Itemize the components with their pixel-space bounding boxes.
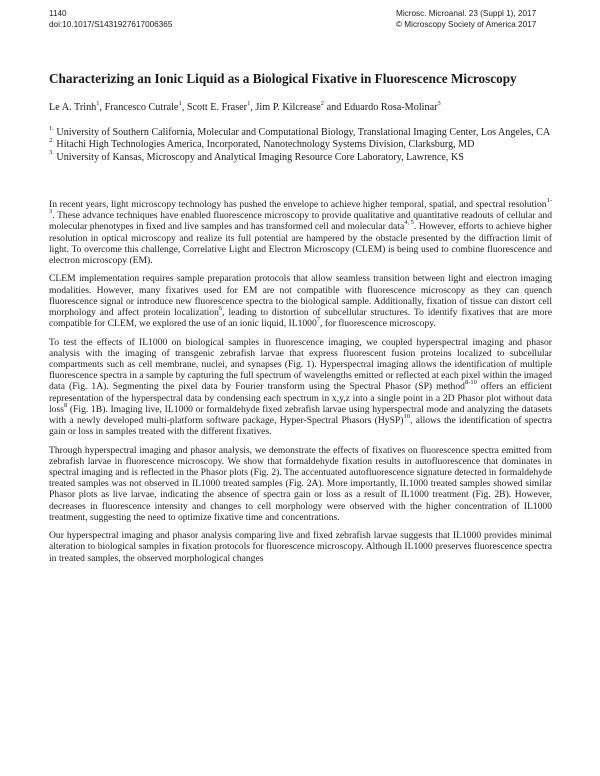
paper-title: Characterizing an Ionic Liquid as a Biological Fixative in Fluorescence Microscopy: [49, 71, 517, 86]
paragraph-text: , for fluorescence microscopy.: [320, 318, 436, 330]
affiliations: [49, 124, 553, 164]
paragraph-text: offers an efficient representation of the hyperspectral data by condensing each spectrum in x,y,z into a single point in a 2D Phasor plot without data loss: [49, 381, 552, 415]
author-name: Eduardo Rosa-Molinar: [343, 102, 438, 113]
affiliation-number: 3.: [49, 149, 54, 157]
paragraph-results: Through hyperspectral imaging and phasor analysis, we demonstrate the effects of fixatives on fluorescence spectra emitted from zebrafish larvae in fluorescence microscopy. We show that formaldehyde fixation results in autofluorescence that dominates in spectral imaging and is reflected in the Phasor plots (Fig. 2). The accentuated autofluorescence signature detected in formaldehyde treated samples was not observed in IL1000 treated samples (Fig. 2A). More importantly, IL1000 treated samples showed similar Phasor plots as live larvae, indicating the absence of spectra gain or loss as a result of IL1000 treatment (Fig. 2B). However, decreases in fluorescence intensity and changes to cell morphology were observed with the higher concentration of IL1000 treatment, suggesting the need to optimize fixative time and concentrations.: [49, 444, 552, 523]
paragraph-text: (Fig. 1B). Imaging live, IL1000 or formaldehyde fixed zebrafish larvae using hyperspectral mode and analyzing the datasets with a newly developed multi-platform software package, Hyper-Spectral Phasors (HySP): [49, 403, 552, 427]
abstract-body: [49, 196, 553, 571]
paragraph-text: , allows the identification of spectra gain or loss in samples treated with the different fixatives.: [49, 415, 553, 438]
affiliation-number: 2.: [49, 136, 54, 144]
citation-mark: 8: [63, 401, 68, 409]
paragraph-clem: [49, 273, 552, 329]
author-affiliation-mark: 1: [178, 99, 182, 107]
paragraph-text: . These advance techniques have enabled fluorescence microscopy to provide qualitative and quantitative readouts of cellular and molecular phenotypes in fixed and live samples and has transformed cell and molecular data: [49, 210, 552, 233]
author-affiliation-mark: 1: [247, 99, 251, 107]
citation-mark: 7: [316, 316, 321, 324]
affiliation-text: University of Southern California, Molecular and Computational Biology, Translational Imaging Center, Los Angeles, CA: [56, 127, 551, 138]
affiliation-number: 1.: [49, 124, 54, 132]
paragraph-text: CLEM implementation requires sample preparation protocols that allow seamless transition between light and electron imaging modalities. However, many fixatives used for EM are not compatible with fluorescence microscopy as they can quench fluorescence signal or introduce new fluorescence spectra to the biological sample. Additionally, fixation of tissue can distort cell morphology and affect protein localization: [49, 273, 552, 319]
author-affiliation-mark: 3: [437, 99, 441, 107]
author-name: Le A. Trinh: [49, 102, 97, 113]
running-header-left: [49, 9, 172, 30]
paragraph-introduction: [49, 196, 552, 267]
paragraph-methods: [49, 337, 552, 438]
paragraph-text: To test the effects of IL1000 on biological samples in fluorescence imaging, we coupled hyperspectral imaging and phasor analysis with the imaging of transgenic zebrafish larvae that express fluorescent fusion proteins localized to subcellular compartments such as cell membrane, nuclei, and synapses (Fig. 1). Hyperspectral imaging allows the identification of multiple fluorescence spectra in a sample by capturing the full spectrum of wavelengths emitted or reflected at each pixel within the imaged data (Fig. 1A). Segmenting the pixel data by Fourier transform using the Spectral Phasor (SP) method: [49, 336, 552, 393]
affiliation: [49, 136, 553, 151]
paragraph-conclusion: Our hyperspectral imaging and phasor analysis comparing live and fixed zebrafish larvae suggests that IL1000 provides minimal alteration to biological samples in fixation protocols for fluorescence microscopy. Although IL1000 preserves fluorescence spectra in treated samples, the observed morphological changes: [49, 530, 552, 564]
citation-mark: 1-3: [49, 196, 552, 216]
page-number: 1140: [49, 9, 67, 18]
affiliation: [49, 124, 553, 139]
citation-mark: 6: [218, 304, 223, 312]
paragraph-text: In recent years, light microscopy technology has pushed the envelope to achieve higher temporal, spatial, and spectral resolution: [49, 199, 547, 210]
author-list: Le A. Trinh$^1$, Francesco Cutrale$^1$, Scott E. Fraser$^1$, Jim P. Kilcrease$^2$ and Eduardo Rosa-Molinar$^3$: [49, 99, 441, 113]
citation-mark: 10: [403, 412, 410, 420]
affiliation-text: Hitachi High Technologies America, Incorporated, Nanotechnology Systems Division, Clarksburg, MD: [56, 139, 475, 151]
citation-mark: 8-10: [464, 379, 477, 387]
author-name: Scott E. Fraser: [186, 102, 248, 113]
doi: doi:10.1017/S1431927617006365: [49, 19, 173, 29]
author-affiliation-mark: 2: [320, 99, 325, 107]
paragraph-text: . However, efforts to achieve higher resolution in optical microscopy and realize its full potential are hampered by the obstacle presented by the diffraction limit of light. To overcome this challenge, Correlative Light and Electron Microscopy (CLEM) is being used to combine fluorescence and electron microscopy (EM).: [49, 221, 552, 267]
journal-citation: Microsc. Microanal. 23 (Suppl 1), 2017: [396, 9, 537, 18]
copyright-notice: © Microscopy Society of America 2017: [396, 19, 537, 29]
author-affiliation-mark: 1: [96, 99, 100, 107]
affiliation: [49, 149, 553, 164]
author-name: Francesco Cutrale: [104, 102, 179, 113]
author-name: Jim P. Kilcrease: [255, 102, 321, 113]
citation-mark: 4, 5: [404, 219, 415, 227]
running-header-right: [396, 9, 536, 30]
affiliation-text: University of Kansas, Microscopy and Analytical Imaging Resource Core Laboratory, Lawrence, KS: [56, 151, 464, 163]
paragraph-text: , leading to distortion of subcellular structures. To identify fixatives that are more compatible for CLEM, we explored the use of an ionic liquid, IL1000: [49, 307, 552, 330]
